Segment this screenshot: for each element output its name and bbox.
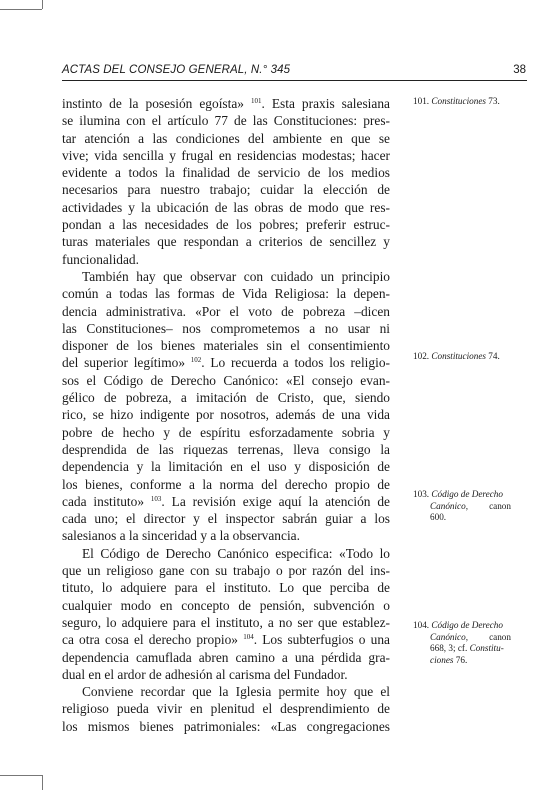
footnote-ref: 103 <box>150 494 162 503</box>
text-line: del superior legítimo» $^{102}$. Lo recuerda a todos los religio- <box>62 355 390 371</box>
body-text <box>62 95 390 735</box>
text-line: dependencia y la limitación en el uso y disposición de <box>62 459 390 475</box>
text-line: que un religioso gane con su trabajo o por razón del ins- <box>62 563 390 579</box>
text-line: Conviene recordar que la Iglesia permite hoy que el <box>82 684 390 700</box>
footnote-101: 101. Constituciones 73. <box>413 96 500 106</box>
text-line: las Constituciones– nos comprometemos a no usar ni <box>62 320 390 336</box>
text-line: sos el Código de Derecho Canónico: «El consejo evan- <box>62 372 390 388</box>
text-line: instinto de la posesión egoísta» $^{101}$. Esta praxis salesiana <box>62 96 390 111</box>
text-line: dependencia camuflada abren camino a una pérdida gra- <box>62 649 390 665</box>
text-line: turas materiales que respondan a criterios de sencillez y <box>62 234 390 250</box>
text-line: se ilumina con el artículo 77 de las Constituciones: pres- <box>62 113 390 129</box>
text-line: También hay que observar con cuidado un principio <box>82 268 390 284</box>
crop-mark <box>42 775 43 790</box>
page-number: 38 <box>513 64 526 76</box>
text-line: dencia administrativa. «Por el voto de pobreza –dicen <box>62 303 390 319</box>
text-line: desprendida de las riquezas terrenas, lleva consigo la <box>62 441 390 457</box>
text-line: cada uno; el director y el inspector sabrán guiar a los <box>62 511 390 527</box>
text-line: religioso pueda vivir en plenitud el desprendimiento de <box>62 701 390 717</box>
text-line: seguro, lo adquiere para el instituto, a no ser que establez- <box>62 614 390 630</box>
text-line: salesianos a la sinceridad y a la observancia. <box>62 528 300 544</box>
text-line: tituto, lo adquiere para el instituto. Lo que perciba de <box>62 580 390 596</box>
text-line: común a todas las formas de Vida Religiosa: la depen- <box>62 286 390 302</box>
footnote-102: 102. Constituciones 74. <box>413 351 500 361</box>
text-line: actividades y la ubicación de las obras de modo que res- <box>62 199 390 215</box>
crop-mark <box>0 9 42 10</box>
text-line: pobre de hecho y de espíritu esforzadamente sobria y <box>62 424 390 440</box>
text-line: pondan a las necesidades de los pobres; preferir estruc- <box>62 217 390 233</box>
text-line: funcionalidad. <box>62 251 139 267</box>
text-line: cada instituto» $^{103}$. La revisión exige aquí la atención de <box>62 493 390 509</box>
text-line: cualquier modo en concepto de pensión, subvención o <box>62 597 390 613</box>
text-line: dual en el ardor de adhesión al carisma del Fundador. <box>62 666 348 682</box>
footnote-ref: 104 <box>243 633 254 642</box>
footnote-ref: 101 <box>251 97 262 105</box>
crop-mark <box>42 0 43 9</box>
text-line: vive; vida sencilla y frugal en residencias modestas; hacer <box>62 147 390 163</box>
text-line: los bienes, conforme a la norma del derecho propio de <box>62 476 390 492</box>
text-line: disponer de los bienes materiales sin el consentimiento <box>62 338 390 354</box>
text-line: tar atención a las condiciones del ambiente en que se <box>62 130 390 146</box>
footnote-ref: 102 <box>190 356 202 365</box>
text-line: rico, se hizo indigente por nosotros, además de una vida <box>62 407 390 423</box>
header-rule <box>62 80 527 81</box>
text-line: los mismos bienes patrimoniales: «Las congregaciones <box>62 718 390 734</box>
running-header: ACTAS DEL CONSEJO GENERAL, N.° 345 <box>62 64 291 76</box>
text-line: gélico de pobreza, a imitación de Cristo, que, siendo <box>62 390 390 406</box>
footnote-104: 104. Código de Derecho Canónico, canon 668, 3; cf. Constitu- ciones 76. <box>413 620 511 665</box>
crop-mark <box>0 775 42 776</box>
text-line: El Código de Derecho Canónico especifica: «Todo lo <box>82 545 390 561</box>
text-line: necesarios para nuestro trabajo; cuidar la elección de <box>62 182 390 198</box>
text-line: evidente a todos la finalidad de servicio de los medios <box>62 165 390 181</box>
footnote-103: 103. Código de Derecho Canónico, canon 600. <box>413 489 511 522</box>
text-line: ca otra cosa el derecho propio» $^{104}$. Los subterfugios o una <box>62 632 390 648</box>
